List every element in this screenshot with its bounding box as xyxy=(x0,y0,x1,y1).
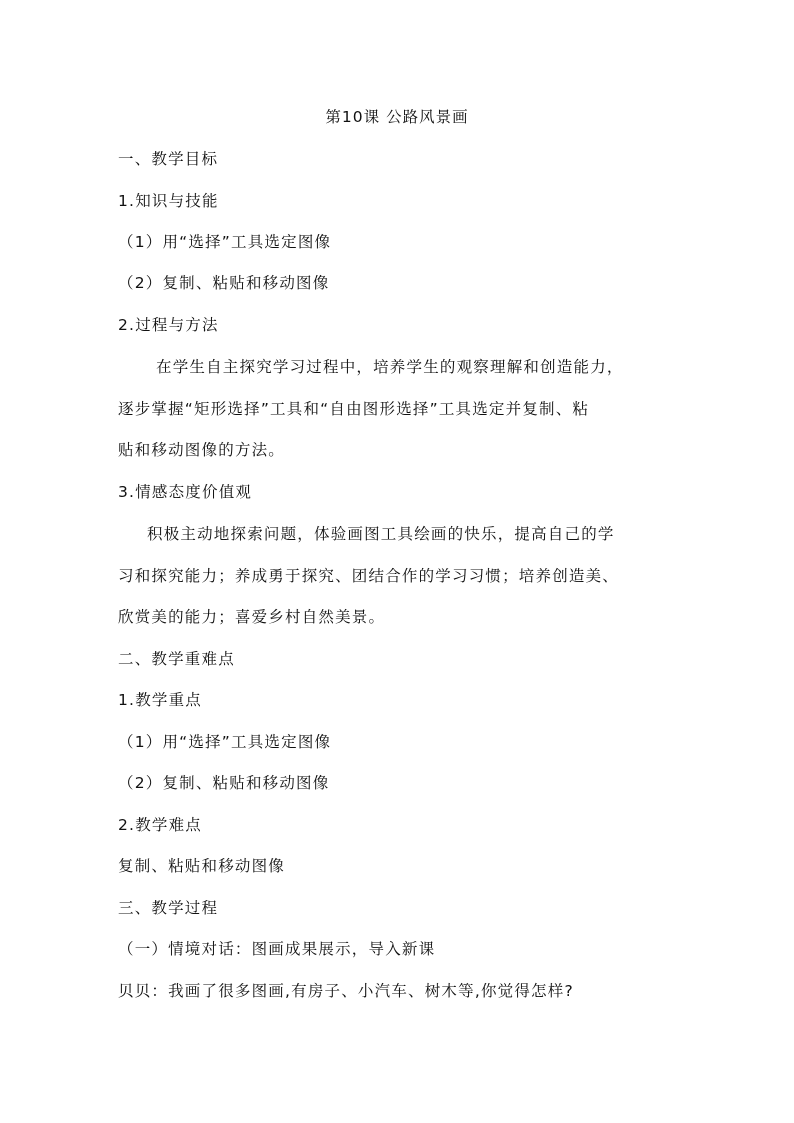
list-item: （1）用“选择”工具选定图像 xyxy=(118,233,332,251)
subheading-scenario-dialogue: （一）情境对话：图画成果展示，导入新课 xyxy=(118,940,436,958)
paragraph-line: 习和探究能力；养成勇于探究、团结合作的学习习惯；培养创造美、 xyxy=(118,567,620,585)
paragraph-line: 在学生自主探究学习过程中，培养学生的观察理解和创造能力， xyxy=(156,358,624,376)
section-heading-key-difficult-points: 二、教学重难点 xyxy=(118,650,235,668)
paragraph-line: 复制、粘贴和移动图像 xyxy=(118,857,286,875)
subheading-attitudes-values: 3.情感态度价值观 xyxy=(118,483,253,501)
lesson-title: 第10课 公路风景画 xyxy=(325,108,469,126)
subheading-process-methods: 2.过程与方法 xyxy=(118,316,219,334)
paragraph-line: 积极主动地探索问题，体验画图工具绘画的快乐，提高自己的学 xyxy=(147,525,615,543)
list-item: （1）用“选择”工具选定图像 xyxy=(118,733,332,751)
section-heading-objectives: 一、教学目标 xyxy=(118,150,219,168)
section-heading-teaching-process: 三、教学过程 xyxy=(118,899,219,917)
paragraph-line: 欣赏美的能力；喜爱乡村自然美景。 xyxy=(118,608,386,626)
subheading-knowledge-skills: 1.知识与技能 xyxy=(118,192,219,210)
list-item: （2）复制、粘贴和移动图像 xyxy=(118,774,330,792)
subheading-difficult-points: 2.教学难点 xyxy=(118,816,202,834)
dialogue-line: 贝贝：我画了很多图画,有房子、小汽车、树木等,你觉得怎样? xyxy=(118,982,574,1000)
paragraph-line: 贴和移动图像的方法。 xyxy=(118,441,286,459)
paragraph-line: 逐步掌握“矩形选择”工具和“自由图形选择”工具选定并复制、粘 xyxy=(118,400,590,418)
list-item: （2）复制、粘贴和移动图像 xyxy=(118,274,330,292)
subheading-key-points: 1.教学重点 xyxy=(118,691,202,709)
